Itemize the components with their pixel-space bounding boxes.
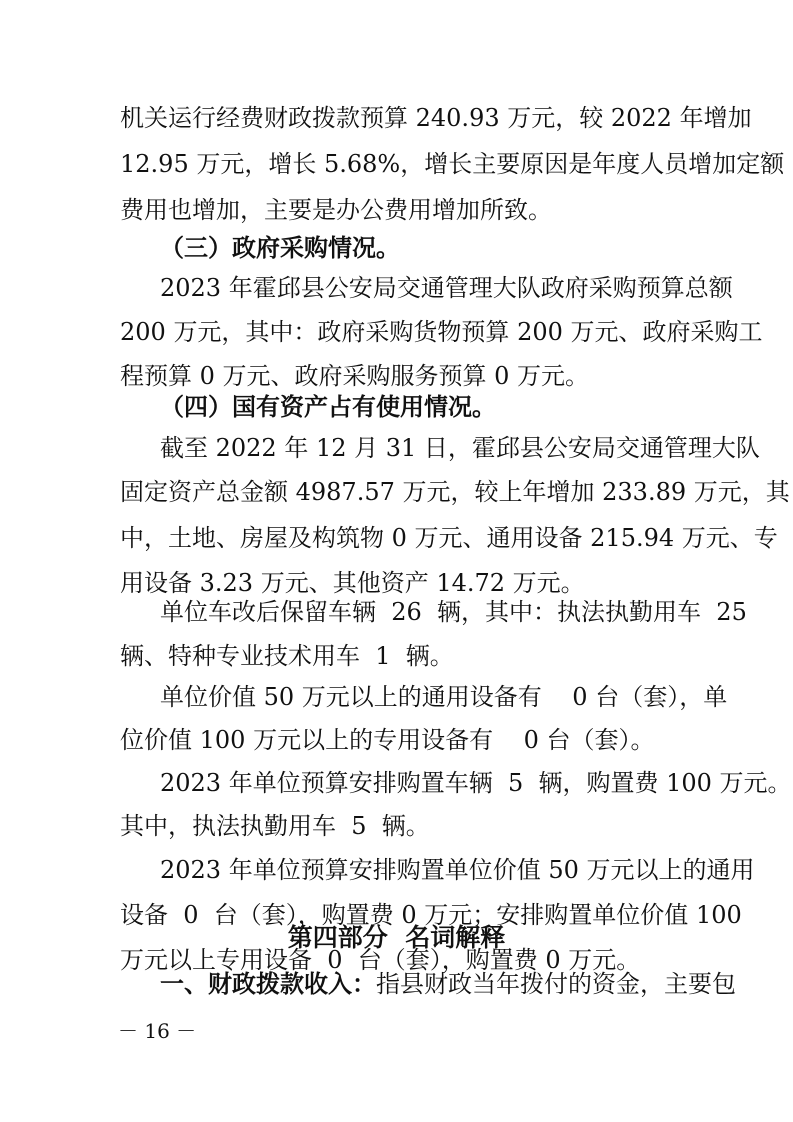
paragraph-line: 2023 年单位预算安排购置车辆 5 辆，购置费 100 万元。 xyxy=(160,769,792,797)
paragraph-line: 单位车改后保留车辆 26 辆，其中：执法执勤用车 25 xyxy=(160,598,747,626)
page-number: － 16 － xyxy=(118,1019,197,1043)
definition-term: 一、财政拨款收入： xyxy=(160,969,376,998)
subsection-heading-procurement: （三）政府采购情况。 xyxy=(160,233,400,262)
paragraph-line: 用设备 3.23 万元、其他资产 14.72 万元。 xyxy=(120,569,585,597)
paragraph-line: 2023 年单位预算安排购置单位价值 50 万元以上的通用 xyxy=(160,856,755,884)
paragraph-line: 12.95 万元，增长 5.68%，增长主要原因是年度人员增加定额 xyxy=(120,150,785,178)
section-title: 第四部分 名词解释 xyxy=(287,923,506,952)
paragraph-line: 中，土地、房屋及构筑物 0 万元、通用设备 215.94 万元、专 xyxy=(120,524,778,552)
definition-text: 指县财政当年拨付的资金，主要包 xyxy=(376,970,736,998)
paragraph-line: 辆、特种专业技术用车 1 辆。 xyxy=(120,642,454,670)
paragraph-line: 截至 2022 年 12 月 31 日，霍邱县公安局交通管理大队 xyxy=(160,434,760,462)
paragraph-line: 200 万元，其中：政府采购货物预算 200 万元、政府采购工 xyxy=(120,318,763,346)
paragraph-line: 单位价值 50 万元以上的通用设备有 0 台（套），单 xyxy=(160,683,728,711)
paragraph-line: 设备 0 台（套），购置费 0 万元；安排购置单位价值 100 xyxy=(120,901,742,929)
paragraph-line: 机关运行经费财政拨款预算 240.93 万元，较 2022 年增加 xyxy=(120,104,752,132)
paragraph-line: 位价值 100 万元以上的专用设备有 0 台（套）。 xyxy=(120,726,655,754)
subsection-heading-assets: （四）国有资产占有使用情况。 xyxy=(160,392,496,421)
paragraph-line: 其中，执法执勤用车 5 辆。 xyxy=(120,812,430,840)
paragraph-line: 程预算 0 万元、政府采购服务预算 0 万元。 xyxy=(120,362,590,390)
paragraph-line: 2023 年霍邱县公安局交通管理大队政府采购预算总额 xyxy=(160,274,733,302)
paragraph-line: 固定资产总金额 4987.57 万元，较上年增加 233.89 万元，其 xyxy=(120,478,790,506)
definition-line xyxy=(160,964,736,1004)
paragraph-line: 万元以上专用设备 0 台（套），购置费 0 万元。 xyxy=(120,946,641,974)
paragraph-line: 费用也增加，主要是办公费用增加所致。 xyxy=(120,196,552,224)
